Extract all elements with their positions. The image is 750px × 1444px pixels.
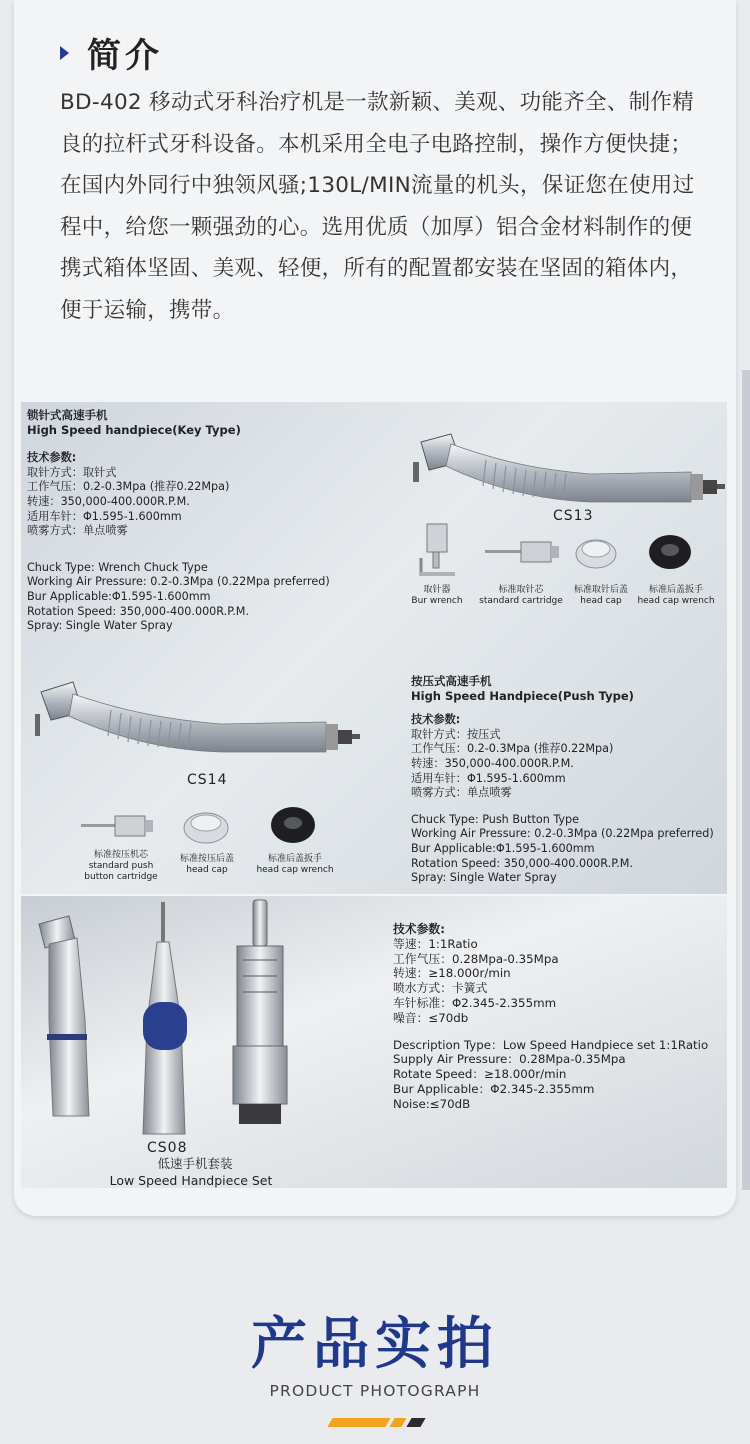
cs13-model-label: CS13 bbox=[553, 508, 594, 524]
push-head-cap-wrench-icon bbox=[269, 802, 317, 846]
head-cap-wrench-caption bbox=[631, 585, 721, 607]
caption-cn: 标准按压机芯 bbox=[93, 850, 148, 860]
cs14-spec-en: Working Air Pressure: 0.2-0.3Mpa (0.22Mpa preferred) bbox=[411, 827, 714, 841]
cs08-spec-heading: 技术参数: bbox=[393, 922, 445, 936]
side-decoration bbox=[742, 370, 750, 1190]
caption-en: head cap wrench bbox=[637, 596, 715, 606]
cs08-spec-cn: 转速：≥18.000r/min bbox=[393, 966, 511, 981]
cs13-spec-cn: 取针方式：取针式 bbox=[27, 465, 117, 479]
cs14-spec-en: Rotation Speed: 350,000-400.000R.P.M. bbox=[411, 856, 633, 870]
orange-accent-bar bbox=[327, 1418, 390, 1427]
caption-en: button cartridge bbox=[84, 872, 158, 882]
cs08-name-cn: 低速手机套装 bbox=[157, 1156, 233, 1171]
cs13-spec-heading: 技术参数: bbox=[27, 451, 77, 465]
cs13-spec-en: Bur Applicable:Φ1.595-1.600mm bbox=[27, 589, 211, 603]
cs08-name-en: Low Speed Handpiece Set bbox=[109, 1173, 273, 1188]
bur-wrench-caption bbox=[399, 585, 475, 607]
triangle-bullet-icon bbox=[60, 46, 69, 60]
caption-cn: 标准后盖扳手 bbox=[267, 854, 322, 864]
cs08-spec-cn: 车针标准：Φ2.345-2.355mm bbox=[393, 995, 557, 1010]
cs13-spec-en: Rotation Speed: 350,000-400.000R.P.M. bbox=[27, 604, 249, 618]
intro-card bbox=[14, 0, 736, 1216]
caption-cn: 标准取针芯 bbox=[498, 585, 544, 595]
cs14-title-en: High Speed Handpiece(Push Type) bbox=[411, 688, 634, 703]
cs08-spec-cn: 工作气压：0.28Mpa-0.35Mpa bbox=[393, 951, 559, 966]
caption-cn: 取针器 bbox=[423, 585, 451, 595]
cs13-title-cn: 锁针式高速手机 bbox=[27, 408, 108, 422]
cs13-spec-en: Chuck Type: Wrench Chuck Type bbox=[27, 560, 208, 574]
cs08-spec-en: Bur Applicable：Φ2.345-2.355mm bbox=[393, 1081, 595, 1096]
caption-cn: 标准后盖扳手 bbox=[648, 585, 703, 595]
cs08-spec-cn: 等速：1:1Ratio bbox=[393, 936, 478, 951]
cs08-spec-block bbox=[393, 922, 708, 1112]
contra-angle-handpiece-image bbox=[29, 910, 109, 1126]
photo-section-subtitle: PRODUCT PHOTOGRAPH bbox=[269, 1382, 481, 1400]
push-head-cap-caption bbox=[167, 854, 247, 876]
push-head-cap-icon bbox=[181, 806, 231, 846]
section-heading bbox=[60, 28, 163, 77]
cs08-spec-en: Rotate Speed：≥18.000r/min bbox=[393, 1067, 567, 1082]
cs13-spec-en: Spray: Single Water Spray bbox=[27, 619, 173, 633]
standard-cartridge-icon bbox=[483, 534, 563, 570]
cs14-spec-cn: 取针方式：按压式 bbox=[411, 727, 501, 741]
low-speed-panel bbox=[21, 896, 727, 1188]
cs08-model-label: CS08 bbox=[147, 1140, 188, 1156]
photo-section-title: 产品实拍 bbox=[251, 1312, 499, 1377]
cs08-spec-en: Noise:≤70dB bbox=[393, 1096, 471, 1111]
cs14-spec-cn: 喷雾方式：单点喷雾 bbox=[411, 786, 512, 800]
caption-cn: 标准取针后盖 bbox=[573, 585, 628, 595]
head-cap-wrench-icon bbox=[647, 530, 693, 572]
cs13-spec-cn: 喷雾方式：单点喷雾 bbox=[27, 524, 128, 538]
cs14-spec-en: Spray: Single Water Spray bbox=[411, 871, 557, 885]
cs14-spec-en: Chuck Type: Push Button Type bbox=[411, 812, 580, 826]
cs13-spec-block bbox=[27, 408, 330, 634]
dark-accent-bar bbox=[406, 1418, 425, 1427]
cs14-spec-heading: 技术参数: bbox=[411, 713, 461, 727]
cs13-spec-cn: 适用车针：Φ1.595-1.600mm bbox=[27, 509, 182, 523]
push-head-cap-wrench-caption bbox=[247, 854, 343, 876]
straight-handpiece-image bbox=[129, 902, 199, 1138]
cs14-model-label: CS14 bbox=[187, 772, 228, 788]
head-cap-caption bbox=[561, 585, 641, 607]
bur-wrench-icon bbox=[413, 522, 461, 578]
cs14-spec-cn: 适用车针：Φ1.595-1.600mm bbox=[411, 771, 566, 785]
orange-accent-bar-small bbox=[389, 1418, 406, 1427]
cs08-spec-cn: 喷水方式：卡簧式 bbox=[393, 981, 488, 996]
push-cartridge-caption bbox=[71, 850, 171, 883]
cs08-spec-cn: 噪音：≤70db bbox=[393, 1010, 469, 1025]
cs13-spec-cn: 工作气压：0.2-0.3Mpa (推荐0.22Mpa) bbox=[27, 480, 230, 494]
caption-cn: 标准按压后盖 bbox=[179, 854, 234, 864]
standard-push-cartridge-icon bbox=[79, 808, 159, 844]
cs14-spec-block bbox=[411, 674, 714, 886]
cs13-handpiece-image bbox=[391, 422, 731, 517]
intro-paragraph: BD-402 移动式牙科治疗机是一款新颖、美观、功能齐全、制作精良的拉杆式牙科设备。本机采用全电子电路控制，操作方便快捷；在国内外同行中独领风骚;130L/MIN流量的机头，保证您在使用过程中，给您一颗强劲的心。选用优质（加厚）铝合金材料制作的便携式箱体坚固、美观、轻便，所有的配置都安装在坚固的箱体内，便于运输，携带。 bbox=[60, 90, 695, 323]
caption-en: standard push bbox=[88, 861, 154, 871]
section-title: 简介 bbox=[87, 36, 163, 76]
caption-en: Bur wrench bbox=[411, 596, 463, 606]
caption-en: head cap wrench bbox=[256, 865, 334, 875]
high-speed-panel bbox=[21, 402, 727, 894]
caption-en: head cap bbox=[186, 865, 228, 875]
cs08-spec-en: Description Type：Low Speed Handpiece set 1:1Ratio bbox=[393, 1037, 709, 1052]
cs14-title-cn: 按压式高速手机 bbox=[411, 674, 492, 688]
caption-en: head cap bbox=[580, 596, 622, 606]
cs13-spec-en: Working Air Pressure: 0.2-0.3Mpa (0.22Mpa preferred) bbox=[27, 575, 330, 589]
cs13-spec-cn: 转速：350,000-400.000R.P.M. bbox=[27, 494, 190, 508]
cs08-spec-en: Supply Air Pressure：0.28Mpa-0.35Mpa bbox=[393, 1052, 626, 1067]
cs14-spec-cn: 转速：350,000-400.000R.P.M. bbox=[411, 756, 574, 770]
standard-cartridge-caption bbox=[471, 585, 571, 607]
caption-en: standard cartridge bbox=[479, 596, 563, 606]
air-motor-image bbox=[223, 898, 295, 1138]
cs14-spec-en: Bur Applicable:Φ1.595-1.600mm bbox=[411, 841, 595, 855]
cs14-handpiece-image bbox=[31, 674, 371, 769]
head-cap-icon bbox=[573, 532, 619, 572]
cs13-title-en: High Speed handpiece(Key Type) bbox=[27, 422, 241, 437]
cs14-spec-cn: 工作气压：0.2-0.3Mpa (推荐0.22Mpa) bbox=[411, 742, 614, 756]
